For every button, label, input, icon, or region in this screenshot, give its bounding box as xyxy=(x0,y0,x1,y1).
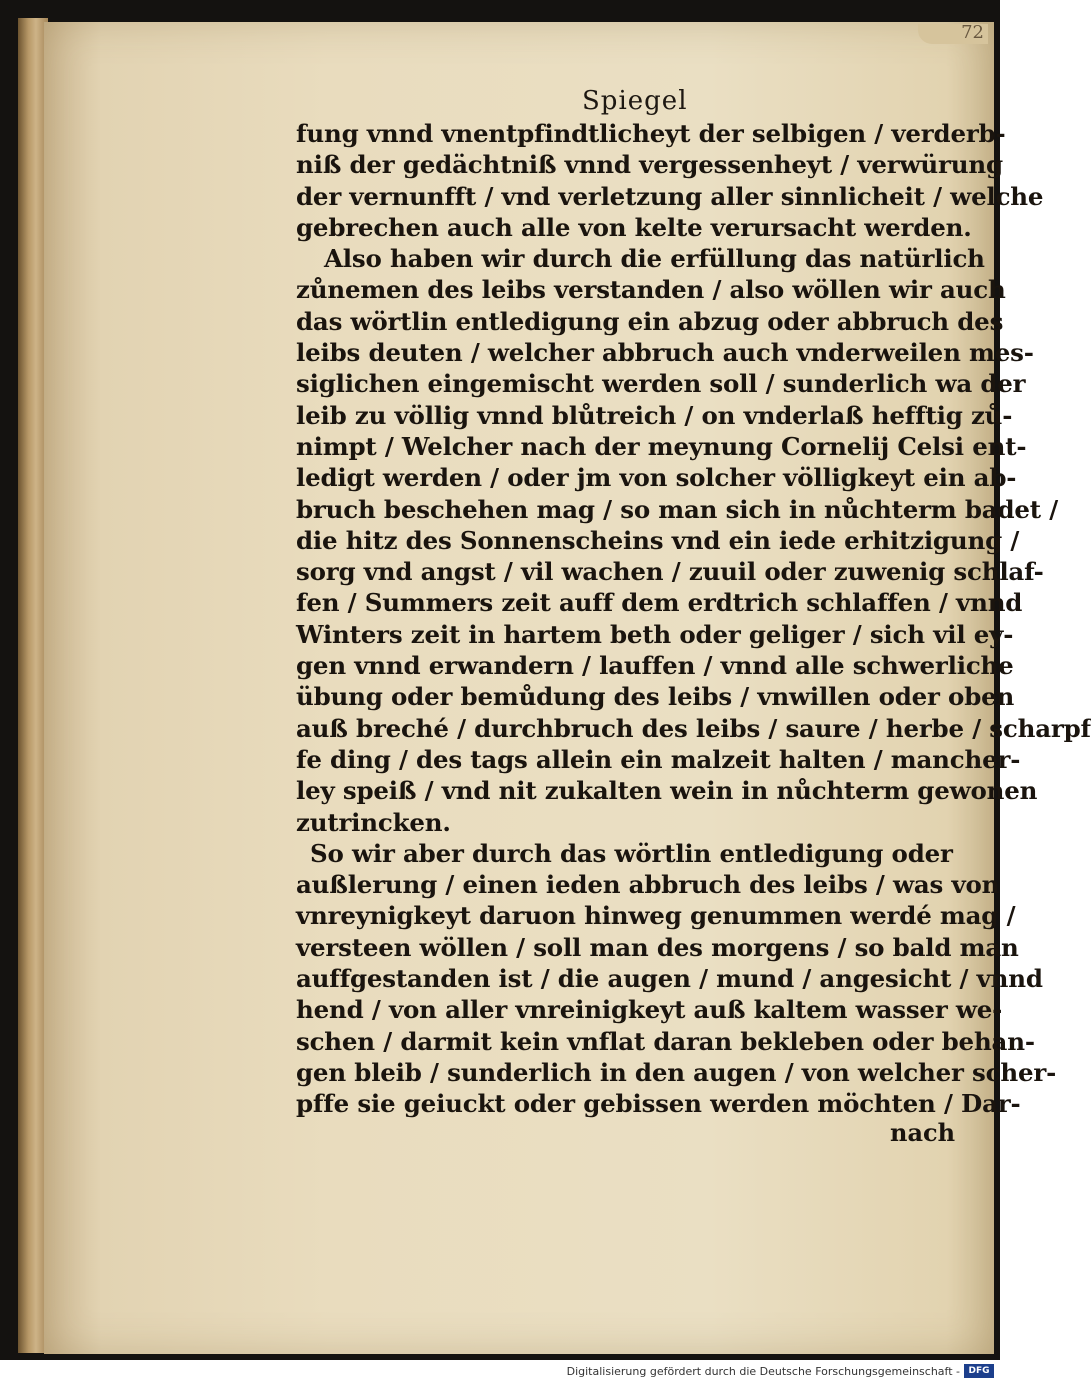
text-line: fe ding / des tags allein ein malzeit halten / mancher- xyxy=(296,744,1021,774)
text-line: bruch beschehen mag / so man sich in nůchterm badet / xyxy=(296,494,1058,524)
text-line: auffgestanden ist / die augen / mund / angesicht / vnnd xyxy=(296,964,1043,994)
text-line: nimpt / Welcher nach der meynung Cornelij Celsi ent- xyxy=(296,431,1027,461)
funding-credit: Digitalisierung gefördert durch die Deutsche Forschungsgemeinschaft - xyxy=(566,1365,960,1378)
text-line: sorg vnd angst / vil wachen / zuuil oder zuwenig schlaf- xyxy=(296,557,1044,587)
text-line: außlerung / einen ieden abbruch des leibs / was von xyxy=(296,870,1000,900)
text-line: Winters zeit in hartem beth oder geliger / sich vil ey- xyxy=(296,619,1014,649)
text-line: leibs deuten / welcher abbruch auch vnderweilen mes- xyxy=(296,338,1034,368)
footer-bar xyxy=(0,1360,1000,1383)
text-line: So wir aber durch das wörtlin entledigung oder xyxy=(310,838,953,868)
text-line: fung vnnd vnentpfindtlicheyt der selbigen / verderb- xyxy=(296,119,1006,148)
text-line: Also haben wir durch die erfüllung das natürlich xyxy=(324,244,985,274)
text-block xyxy=(296,118,1091,1120)
text-line: übung oder bemůdung des leibs / vnwillen oder oben xyxy=(296,682,1015,712)
text-line: ley speiß / vnd nit zukalten wein in nůchterm gewonen xyxy=(296,776,1038,806)
text-line: hend / von aller vnreinigkeyt auß kaltem wasser we- xyxy=(296,995,1003,1025)
text-line: gen bleib / sunderlich in den augen / von welcher scher- xyxy=(296,1057,1057,1087)
text-line: siglichen eingemischt werden soll / sunderlich wa der xyxy=(296,369,1026,399)
text-line: zutrincken. xyxy=(296,807,451,837)
text-line: auß breché / durchbruch des leibs / saure / herbe / scharpf xyxy=(296,713,1091,743)
text-line: versteen wöllen / soll man des morgens / so bald man xyxy=(296,932,1019,962)
text-line: ledigt werden / oder jm von solcher völligkeyt ein ab- xyxy=(296,463,1017,493)
text-line: vnreynigkeyt daruon hinweg genummen werdé mag / xyxy=(296,901,1016,931)
text-line: schen / darmit kein vnflat daran bekleben oder behan- xyxy=(296,1026,1035,1056)
text-line: die hitz des Sonnenscheins vnd ein iede erhitzigung / xyxy=(296,525,1020,555)
text-line: niß der gedächtniß vnnd vergessenheyt / verwürung xyxy=(296,150,1003,180)
text-line: das wörtlin entledigung ein abzug oder abbruch des xyxy=(296,306,1004,336)
running-head: Spiegel xyxy=(582,86,688,116)
text-line: zůnemen des leibs verstanden / also wöllen wir auch xyxy=(296,275,1006,305)
folio-number: 72 xyxy=(961,22,984,43)
text-line: der vernunfft / vnd verletzung aller sinnlicheit / welche xyxy=(296,181,1044,211)
catchword: nach xyxy=(890,1118,956,1147)
text-line: gebrechen auch alle von kelte verursacht werden. xyxy=(296,212,972,242)
dfg-logo: DFG xyxy=(964,1364,994,1378)
text-line: gen vnnd erwandern / lauffen / vnnd alle schwerliche xyxy=(296,651,1014,681)
text-line: fen / Summers zeit auff dem erdtrich schlaffen / vnnd xyxy=(296,588,1023,618)
text-line: pffe sie geiuckt oder gebissen werden möchten / Dar- xyxy=(296,1089,1021,1119)
text-line: leib zu völlig vnnd blůtreich / on vnderlaß hefftig zů- xyxy=(296,400,1013,430)
